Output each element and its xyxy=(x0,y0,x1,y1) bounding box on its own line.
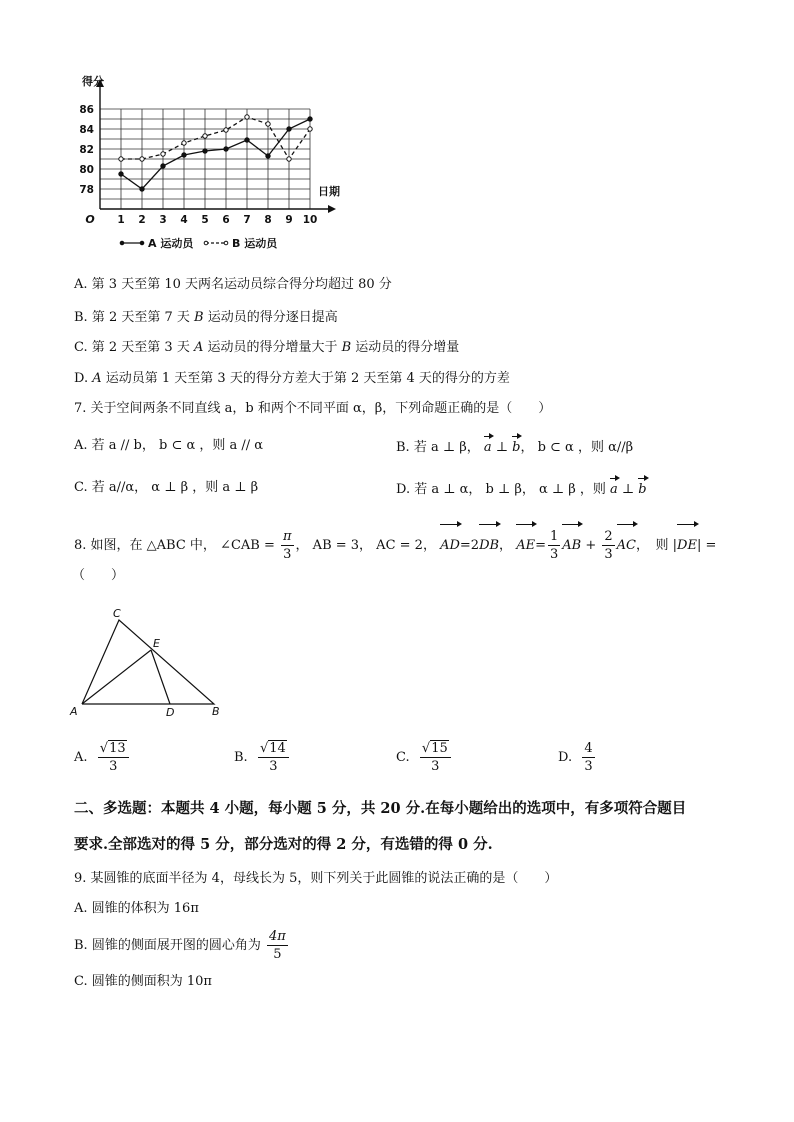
triangle-figure xyxy=(66,606,236,722)
section2-heading-line1: 二、多选题：本题共 4 小题，每小题 5 分，共 20 分.在每小题给出的选项中，有多项符合题目 xyxy=(74,800,687,817)
triangle-abc xyxy=(82,620,214,704)
label-c: C xyxy=(113,607,121,620)
q8-stem: 8. 如图，在 △ABC 中， ∠CAB = $\frac{\pi}{3}$ ， AB = 3， AC = 2， AD=2DB， AE= $\frac{1}{3}$ AB + $\frac{2}{3}$ AC， 则 |DE| = xyxy=(74,522,716,565)
section2-heading-line2: 要求.全部选对的得 5 分，部分选对的得 2 分，有选错的得 0 分. xyxy=(74,836,493,853)
data-point xyxy=(266,154,270,158)
chart-series xyxy=(119,115,312,191)
x-tick-label: 9 xyxy=(285,214,293,226)
label-e: E xyxy=(153,637,160,650)
data-point xyxy=(308,117,312,121)
label-a: A xyxy=(70,705,78,718)
data-point xyxy=(161,152,165,156)
legend-swatch-point xyxy=(140,241,144,245)
q7-option-a: A. 若 a // b， b ⊂ α ，则 a // α xyxy=(74,438,264,453)
q6-option-c: C. 第 2 天至第 3 天 A 运动员的得分增量大于 B 运动员的得分增量 xyxy=(74,340,460,355)
y-axis-label: 得分 xyxy=(82,75,104,88)
legend-entry: B 运动员 xyxy=(232,237,278,250)
data-point xyxy=(266,122,270,126)
data-point xyxy=(245,115,249,119)
x-tick-label: 6 xyxy=(222,214,230,226)
data-point xyxy=(140,157,144,161)
y-tick-label: 86 xyxy=(79,104,94,116)
q8-option-a: A. $\frac{√13}{3}$ xyxy=(74,740,131,775)
q8-option-b: B. $\frac{√14}{3}$ xyxy=(234,740,291,775)
q8-option-d: D. $\frac{4}{3}$ xyxy=(558,741,593,774)
x-tick-label: 8 xyxy=(264,214,272,226)
legend-swatch-point xyxy=(224,241,228,245)
x-tick-label: 3 xyxy=(159,214,167,226)
label-b: B xyxy=(212,705,220,718)
data-point xyxy=(119,172,123,176)
q6-option-a: A. 第 3 天至第 10 天两名运动员综合得分均超过 80 分 xyxy=(74,277,392,292)
q8-option-c: C. $\frac{√15}{3}$ xyxy=(396,740,453,775)
x-tick-label: 7 xyxy=(243,214,251,226)
q9-option-c: C. 圆锥的侧面积为 10π xyxy=(74,974,212,989)
q7-option-b: B. 若 a ⊥ β， a ⊥ b， b ⊂ α ，则 α//β xyxy=(396,434,633,457)
q6-option-b: B. 第 2 天至第 7 天 B 运动员的得分逐日提高 xyxy=(74,310,338,325)
data-point xyxy=(161,164,165,168)
data-point xyxy=(119,157,123,161)
legend-entry: A 运动员 xyxy=(148,237,194,250)
legend-swatch-point xyxy=(204,241,208,245)
series-line-0 xyxy=(121,119,310,189)
x-tick-label: 10 xyxy=(302,214,318,226)
data-point xyxy=(287,127,291,131)
data-point xyxy=(182,141,186,145)
x-tick-label: 4 xyxy=(180,214,188,226)
chart-labels xyxy=(79,74,340,250)
segment-ed xyxy=(151,650,170,704)
y-tick-label: 80 xyxy=(79,164,94,176)
data-point xyxy=(224,128,228,132)
segment-ae xyxy=(82,650,151,704)
data-point xyxy=(182,153,186,157)
y-tick-label: 78 xyxy=(79,184,94,196)
q6-option-d: D. A 运动员第 1 天至第 3 天的得分方差大于第 2 天至第 4 天的得分的方差 xyxy=(74,371,510,386)
q7-option-c: C. 若 a//α， α ⊥ β ，则 a ⊥ β xyxy=(74,480,259,495)
label-d: D xyxy=(166,706,175,719)
data-point xyxy=(140,187,144,191)
x-tick-label: 1 xyxy=(117,214,125,226)
x-tick-label: 5 xyxy=(201,214,209,226)
data-point xyxy=(245,138,249,142)
q9-stem: 9. 某圆锥的底面半径为 4，母线长为 5，则下列关于此圆锥的说法正确的是（ ） xyxy=(74,871,558,886)
x-tick-label: 2 xyxy=(138,214,146,226)
chart-axes xyxy=(96,79,336,213)
data-point xyxy=(308,127,312,131)
q8-answer-paren: （ ） xyxy=(72,568,125,583)
y-tick-label: 84 xyxy=(79,124,94,136)
q9-option-a: A. 圆锥的体积为 16π xyxy=(74,901,199,916)
data-point xyxy=(224,147,228,151)
x-axis-label: 日期 xyxy=(318,185,340,198)
data-point xyxy=(203,149,207,153)
y-tick-label: 82 xyxy=(79,144,94,156)
data-point xyxy=(203,134,207,138)
score-line-chart xyxy=(70,62,360,262)
x-axis-arrow xyxy=(328,205,336,213)
q7-stem: 7. 关于空间两条不同直线 a，b 和两个不同平面 α，β，下列命题正确的是（ ） xyxy=(74,401,552,416)
data-point xyxy=(287,157,291,161)
q7-option-d: D. 若 a ⊥ α， b ⊥ β， α ⊥ β ，则 a ⊥ b xyxy=(396,476,647,499)
q9-option-b: B. 圆锥的侧面展开图的圆心角为 $\frac{4\pi}{5}$ xyxy=(74,929,286,962)
legend-swatch-point xyxy=(120,241,124,245)
origin-label: O xyxy=(85,213,95,226)
